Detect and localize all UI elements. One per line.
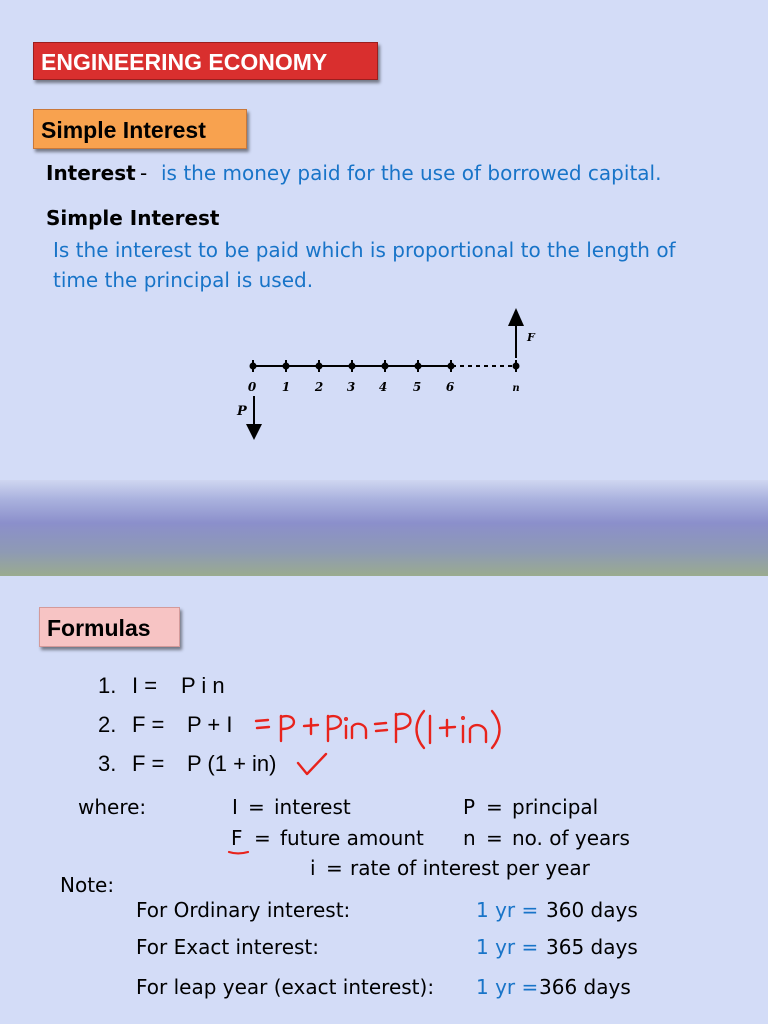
tick-label-4: 4	[378, 380, 388, 394]
formula-1-rhs: P i n	[181, 673, 225, 698]
slide-separator	[0, 480, 768, 576]
tick-label-1: 1	[281, 380, 291, 394]
note-exact-label: For Exact interest:	[136, 935, 319, 959]
formula-1-number: 1.	[98, 673, 117, 698]
simple-interest-definition-line1: Is the interest to be paid which is proportional to the length of	[53, 238, 676, 262]
formula-2-number: 2.	[98, 712, 117, 737]
tick-label-0: 0	[247, 380, 257, 394]
formula-3-number: 3.	[98, 751, 117, 776]
tick-label-6: 6	[445, 380, 455, 394]
definition-symbol-P: P	[463, 795, 476, 819]
note-leap-unit: 1 yr =	[476, 975, 539, 999]
formula-1-lhs: I =	[132, 673, 158, 698]
note-exact-value: 365 days	[546, 935, 638, 959]
definition-equals: =	[486, 826, 503, 850]
definition-meaning-interest: interest	[274, 795, 351, 819]
definition-meaning-future-amount: future amount	[280, 826, 424, 850]
interest-dash: -	[140, 161, 148, 185]
formula-3-lhs: F =	[132, 751, 165, 776]
definition-symbol-I: I	[232, 795, 238, 819]
cash-flow-diagram	[0, 0, 768, 480]
arrow-up-icon	[508, 308, 524, 358]
tick-label-3: 3	[346, 380, 356, 394]
definition-meaning-principal: principal	[512, 795, 599, 819]
slide-simple-interest	[0, 0, 768, 480]
arrow-down-icon	[246, 396, 262, 440]
note-leap-label: For leap year (exact interest):	[136, 975, 435, 999]
note-ordinary-unit: 1 yr =	[476, 898, 539, 922]
note-leap-value: 366 days	[539, 975, 631, 999]
formula-2-lhs: F =	[132, 712, 165, 737]
note-ordinary-label: For Ordinary interest:	[136, 898, 351, 922]
tick-label-n: n	[512, 383, 520, 394]
note-exact-unit: 1 yr =	[476, 935, 539, 959]
definition-symbol-n: n	[463, 826, 476, 850]
tick-label-2: 2	[314, 380, 324, 394]
section-heading-simple-interest: Simple Interest	[33, 109, 247, 149]
where-label: where:	[78, 795, 147, 819]
handwritten-underline	[0, 576, 768, 1024]
formula-3-rhs: P (1 + in)	[187, 751, 277, 776]
simple-interest-definition-line2: time the principal is used.	[53, 268, 314, 292]
definition-equals: =	[326, 856, 343, 880]
slide-formulas	[0, 576, 768, 1024]
formula-2-rhs: P + I	[187, 712, 233, 737]
definition-symbol-F: F	[231, 826, 243, 850]
note-label: Note:	[60, 873, 115, 897]
principal-arrow-label: P	[237, 404, 247, 419]
section-heading-formulas: Formulas	[39, 607, 180, 647]
future-arrow-label: F	[527, 331, 535, 344]
tick-label-5: 5	[412, 380, 422, 394]
definition-symbol-i: i	[310, 856, 316, 880]
interest-term: Interest	[46, 161, 136, 185]
definition-meaning-years: no. of years	[512, 826, 630, 850]
simple-interest-term: Simple Interest	[46, 206, 220, 230]
definition-equals: =	[248, 795, 265, 819]
definition-meaning-rate: rate of interest per year	[350, 856, 590, 880]
note-ordinary-value: 360 days	[546, 898, 638, 922]
slide-title: ENGINEERING ECONOMY	[33, 42, 378, 80]
definition-equals: =	[486, 795, 503, 819]
definition-equals: =	[254, 826, 271, 850]
interest-definition: is the money paid for the use of borrowed capital.	[161, 161, 662, 185]
